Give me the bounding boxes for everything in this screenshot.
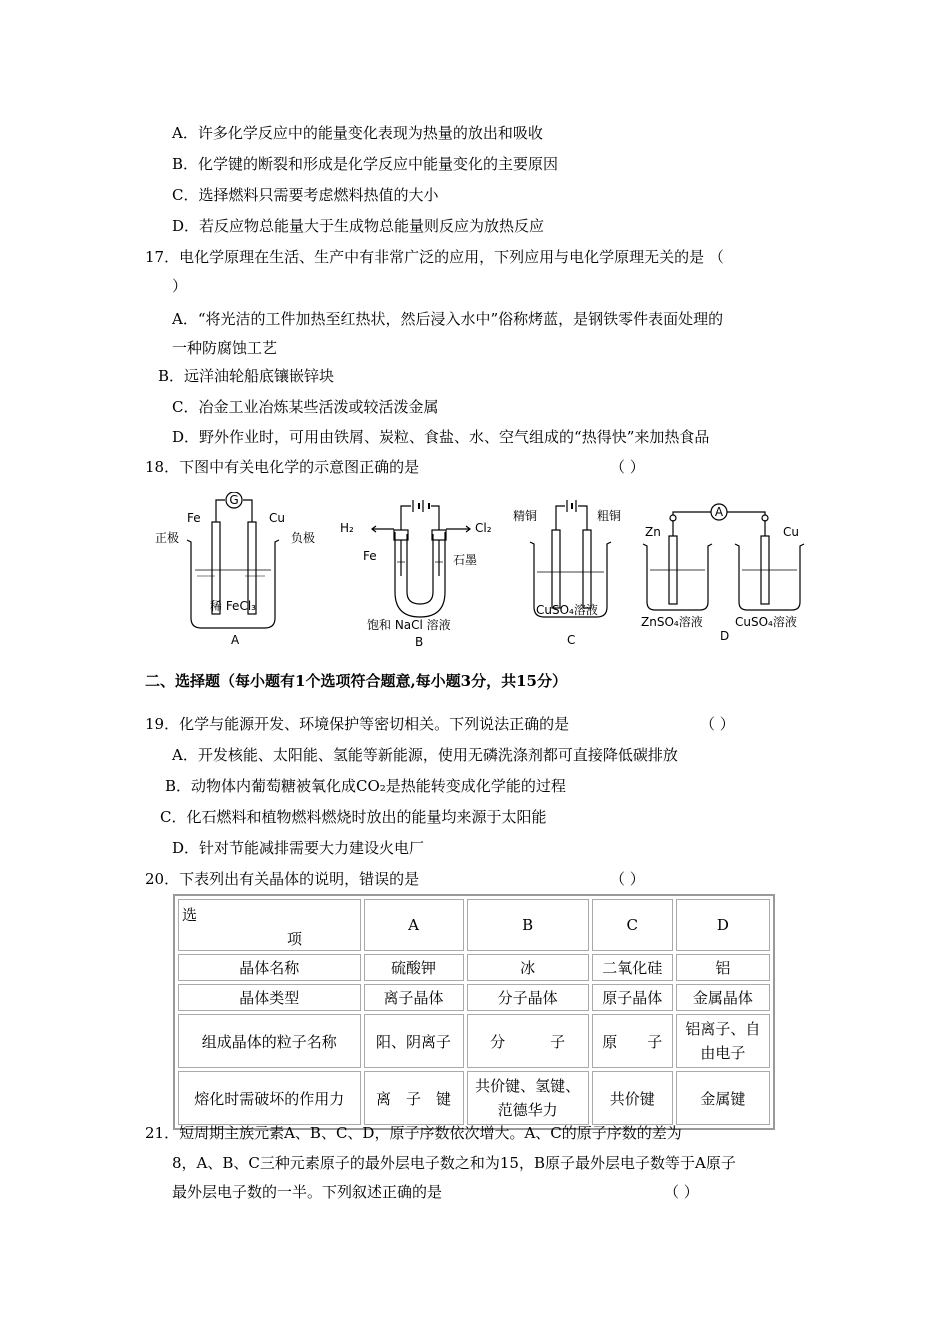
q20-answer-paren: （ ） — [610, 870, 645, 888]
b-figure-label: B — [415, 635, 424, 649]
a-figure-label: A — [231, 633, 240, 647]
q17-option-d: D．野外作业时，可用由铁屑、炭粒、食盐、水、空气组成的“热得快”来加热食品 — [172, 428, 710, 446]
a-fe-label: Fe — [187, 511, 201, 525]
table-cell: 二氧化硅 — [592, 954, 673, 981]
q16-option-a: A．许多化学反应中的能量变化表现为热量的放出和吸收 — [172, 124, 543, 142]
header-option-top: 选 — [182, 906, 198, 924]
d-cu-label: Cu — [783, 525, 799, 539]
b-h2-label: H₂ — [340, 521, 354, 535]
galvanometer-label: G — [229, 493, 239, 507]
q16-option-c: C．选择燃料只需要考虑燃料热值的大小 — [172, 186, 439, 204]
table-cell: 原子晶体 — [592, 984, 673, 1011]
header-option-bottom: 项 — [287, 930, 303, 948]
diagram-d — [643, 504, 804, 610]
a-solution-label: 稀 FeCl₃ — [210, 599, 256, 613]
q16-option-b: B．化学键的断裂和形成是化学反应中能量变化的主要原因 — [172, 155, 559, 173]
q21-stem-line3: 最外层电子数的一半。下列叙述正确的是 — [172, 1183, 443, 1201]
q17-option-b: B．远洋油轮船底镶嵌锌块 — [158, 367, 335, 385]
table-cell: 分 子 — [467, 1014, 589, 1068]
table-cell: 组成晶体的粒子名称 — [178, 1014, 361, 1068]
table-cell: 铝离子、自由电子 — [676, 1014, 770, 1068]
b-cl2-label: Cl₂ — [475, 521, 492, 535]
table-header-option — [178, 899, 361, 951]
b-solution-label: 饱和 NaCl 溶液 — [367, 618, 451, 632]
q16-option-d: D．若反应物总能量大于生成物总能量则反应为放热反应 — [172, 217, 545, 235]
table-row — [178, 954, 770, 981]
d-cu-solution-label: CuSO₄溶液 — [735, 615, 797, 629]
table-row — [178, 1071, 770, 1125]
c-pure-copper-label: 精铜 — [513, 509, 538, 523]
table-cell: 冰 — [467, 954, 589, 981]
d-figure-label: D — [720, 629, 730, 643]
table-row — [178, 984, 770, 1011]
q19-option-a: A．开发核能、太阳能、氢能等新能源，使用无磷洗涤剂都可直接降低碳排放 — [172, 746, 678, 764]
q21-stem-line1: 21．短周期主族元素A、B、C、D，原子序数依次增大。A、C的原子序数的差为 — [145, 1124, 682, 1142]
a-cu-label: Cu — [269, 511, 285, 525]
q20-stem: 20．下表列出有关晶体的说明，错误的是 — [145, 870, 420, 888]
table-header-d: D — [676, 899, 770, 951]
q19-answer-paren: （ ） — [700, 715, 735, 733]
q21-answer-paren: （ ） — [664, 1183, 699, 1201]
a-negative-label: 负极 — [291, 531, 316, 545]
q19-option-d: D．针对节能减排需要大力建设火电厂 — [172, 839, 425, 857]
table-cell: 共价键 — [592, 1071, 673, 1125]
q21-stem-line2: 8，A、B、C三种元素原子的最外层电子数之和为15，B原子最外层电子数等于A原子 — [172, 1154, 736, 1172]
c-crude-copper-label: 粗铜 — [597, 509, 622, 523]
ammeter-label: A — [714, 505, 724, 519]
q18-answer-paren: （ ） — [610, 458, 645, 476]
electrochemistry-diagram — [145, 492, 815, 652]
table-cell: 熔化时需破坏的作用力 — [178, 1071, 361, 1125]
c-figure-label: C — [567, 633, 576, 647]
d-zn-label: Zn — [645, 525, 661, 539]
table-cell: 离子晶体 — [364, 984, 464, 1011]
table-cell: 晶体名称 — [178, 954, 361, 981]
table-row — [178, 1014, 770, 1068]
q19-option-c: C．化石燃料和植物燃料燃烧时放出的能量均来源于太阳能 — [160, 808, 547, 826]
c-solution-label: CuSO₄溶液 — [536, 603, 598, 617]
table-cell: 硫酸钾 — [364, 954, 464, 981]
q19-option-b: B．动物体内葡萄糖被氧化成CO₂是热能转变成化学能的过程 — [165, 777, 566, 795]
table-cell: 原 子 — [592, 1014, 673, 1068]
q19-stem: 19．化学与能源开发、环境保护等密切相关。下列说法正确的是 — [145, 715, 570, 733]
table-cell: 晶体类型 — [178, 984, 361, 1011]
q17-stem: 17．电化学原理在生活、生产中有非常广泛的应用，下列应用与电化学原理无关的是 （ — [145, 248, 724, 266]
table-cell: 阳、阴离子 — [364, 1014, 464, 1068]
b-fe-label: Fe — [363, 549, 377, 563]
table-cell: 铝 — [676, 954, 770, 981]
table-cell: 金属键 — [676, 1071, 770, 1125]
table-header-b: B — [467, 899, 589, 951]
d-zn-solution-label: ZnSO₄溶液 — [641, 615, 703, 629]
a-positive-label: 正极 — [155, 531, 180, 545]
table-cell: 共价键、氢键、范德华力 — [467, 1071, 589, 1125]
q17-stem-end: ） — [172, 277, 188, 295]
b-graphite-label: 石墨 — [453, 553, 478, 567]
section-title: 二、选择题（每小题有1个选项符合题意,每小题3分，共15分） — [145, 672, 567, 690]
q18-stem: 18．下图中有关电化学的示意图正确的是 — [145, 458, 420, 476]
table-cell: 金属晶体 — [676, 984, 770, 1011]
q17-option-a-line1: A．“将光洁的工件加热至红热状，然后浸入水中”俗称烤蓝，是钢铁零件表面处理的 — [172, 310, 724, 328]
table-header-a: A — [364, 899, 464, 951]
table-header-c: C — [592, 899, 673, 951]
table-cell: 离 子 键 — [364, 1071, 464, 1125]
q17-option-a-line2: 一种防腐蚀工艺 — [172, 339, 278, 357]
table-cell: 分子晶体 — [467, 984, 589, 1011]
q17-option-c: C．冶金工业冶炼某些活泼或较活泼金属 — [172, 398, 439, 416]
table-header-row — [178, 899, 770, 951]
crystal-table — [173, 894, 775, 1130]
